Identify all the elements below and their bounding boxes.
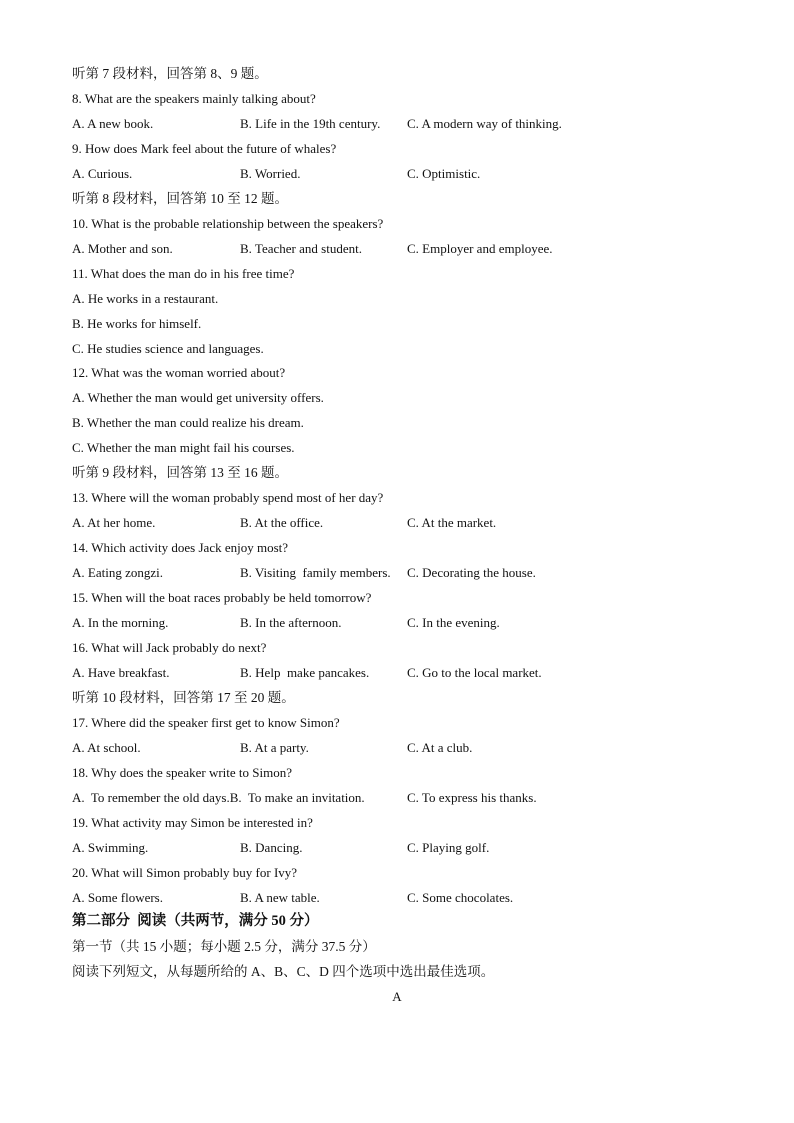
option-15c: C. In the evening. [407,615,500,630]
option-10b: B. Teacher and student. [240,241,362,256]
section-heading-8: 听第 8 段材料，回答第 10 至 12 题。 [72,191,288,206]
question-19: 19. What activity may Simon be interested in? [72,815,313,830]
option-12a: A. Whether the man would get university offers. [72,390,324,405]
option-10a: A. Mother and son. [72,241,173,256]
option-8c: C. A modern way of thinking. [407,116,562,131]
question-14: 14. Which activity does Jack enjoy most? [72,540,289,555]
question-9: 9. How does Mark feel about the future of whales? [72,141,337,156]
option-14c: C. Decorating the house. [407,565,536,580]
option-9b: B. Worried. [240,166,301,181]
option-9c: C. Optimistic. [407,166,481,181]
option-13c: C. At the market. [407,515,497,530]
option-17b: B. At a party. [240,740,309,755]
option-20b: B. A new table. [240,890,320,905]
option-10c: C. Employer and employee. [407,241,553,256]
option-14a: A. Eating zongzi. [72,565,163,580]
question-12: 12. What was the woman worried about? [72,365,286,380]
option-12b: B. Whether the man could realize his dream. [72,415,304,430]
option-15a: A. In the morning. [72,615,169,630]
option-18ab: A. To remember the old days.B. To make an invitation. [72,790,365,805]
option-19a: A. Swimming. [72,840,149,855]
option-9a: A. Curious. [72,166,133,181]
question-13: 13. Where will the woman probably spend most of her day? [72,490,384,505]
option-17a: A. At school. [72,740,141,755]
option-16a: A. Have breakfast. [72,665,170,680]
option-13b: B. At the office. [240,515,324,530]
option-11c: C. He studies science and languages. [72,341,264,356]
option-20c: C. Some chocolates. [407,890,514,905]
option-11b: B. He works for himself. [72,316,202,331]
question-15: 15. When will the boat races probably be held tomorrow? [72,590,372,605]
option-18c: C. To express his thanks. [407,790,537,805]
option-12c: C. Whether the man might fail his courses. [72,440,295,455]
question-8: 8. What are the speakers mainly talking about? [72,91,316,106]
question-18: 18. Why does the speaker write to Simon? [72,765,292,780]
question-11: 11. What does the man do in his free time? [72,266,295,281]
option-19c: C. Playing golf. [407,840,490,855]
question-16: 16. What will Jack probably do next? [72,640,267,655]
option-19b: B. Dancing. [240,840,303,855]
option-14b: B. Visiting family members. [240,565,391,580]
option-8a: A. A new book. [72,116,154,131]
section-heading-7: 听第 7 段材料，回答第 8、9 题。 [72,66,268,81]
part-two-title: 第二部分 阅读（共两节，满分 50 分） [72,913,319,929]
option-17c: C. At a club. [407,740,473,755]
option-8b: B. Life in the 19th century. [240,116,381,131]
option-13a: A. At her home. [72,515,156,530]
option-16c: C. Go to the local market. [407,665,542,680]
section-heading-9: 听第 9 段材料，回答第 13 至 16 题。 [72,465,288,480]
question-10: 10. What is the probable relationship between the speakers? [72,216,384,231]
option-11a: A. He works in a restaurant. [72,291,219,306]
option-16b: B. Help make pancakes. [240,665,370,680]
question-20: 20. What will Simon probably buy for Ivy? [72,865,298,880]
part-two-subtitle: 第一节（共 15 小题；每小题 2.5 分，满分 37.5 分） [72,939,376,954]
passage-label: A [392,989,402,1004]
question-17: 17. Where did the speaker first get to know Simon? [72,715,340,730]
section-heading-10: 听第 10 段材料，回答第 17 至 20 题。 [72,690,295,705]
option-15b: B. In the afternoon. [240,615,342,630]
option-20a: A. Some flowers. [72,890,163,905]
reading-instruction: 阅读下列短文，从每题所给的 A、B、C、D 四个选项中选出最佳选项。 [72,964,495,979]
